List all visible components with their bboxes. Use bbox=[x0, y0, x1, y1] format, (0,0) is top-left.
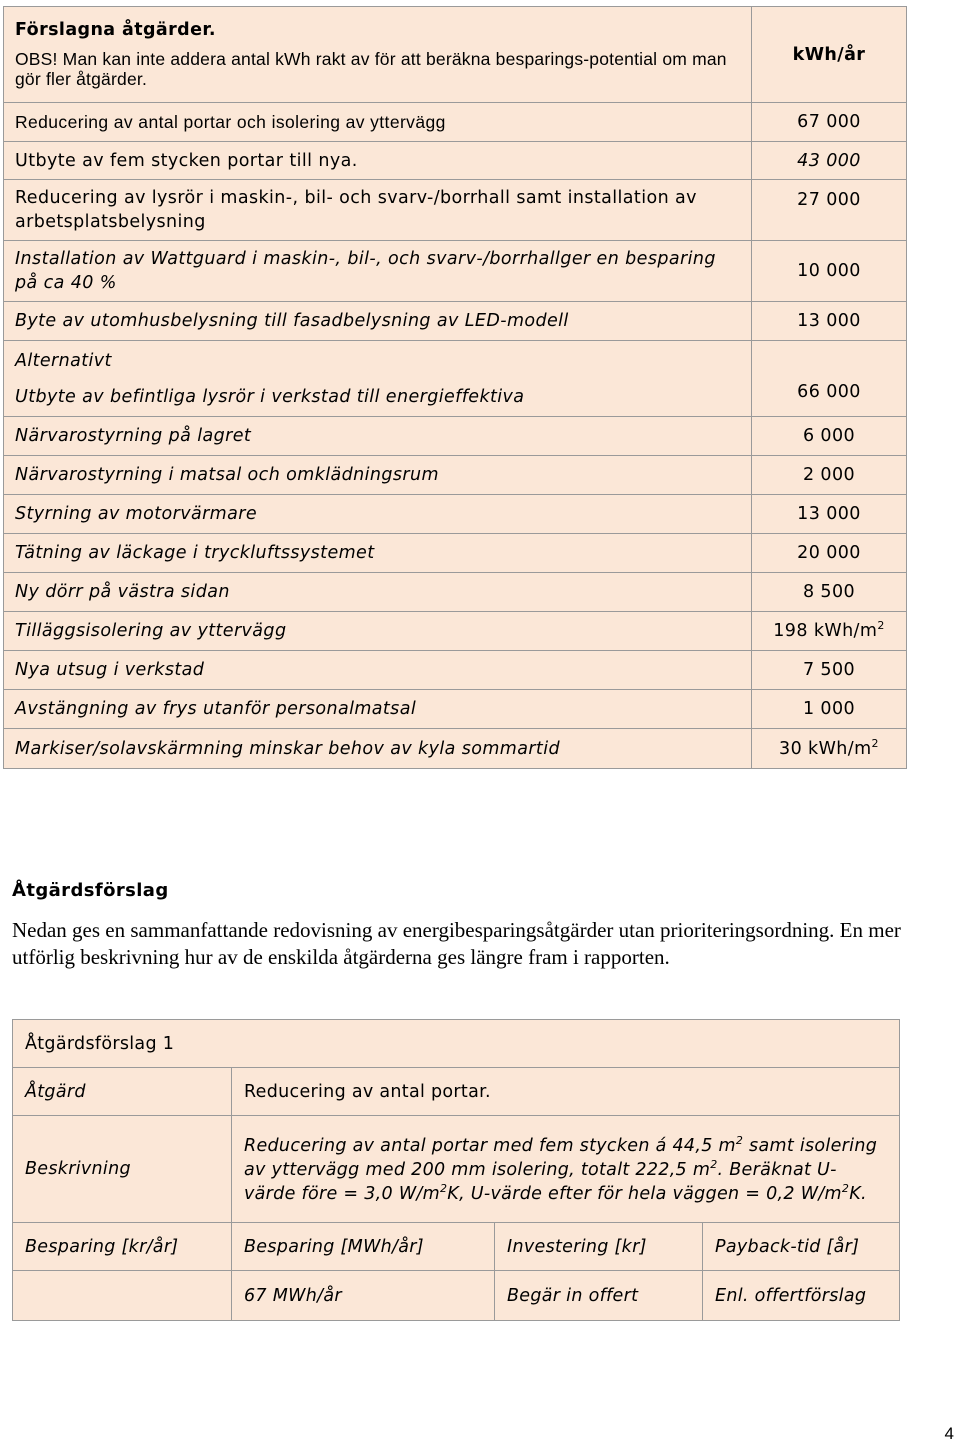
row-value: 8 500 bbox=[802, 582, 856, 602]
row-value: 43 000 bbox=[797, 150, 861, 171]
table-note: OBS! Man kan inte addera antal kWh rakt av för att beräkna besparings-potential om man gör fler åtgärder. bbox=[15, 49, 727, 89]
column-header: Besparing [MWh/år] bbox=[244, 1236, 424, 1257]
row-value: 30 kWh/m bbox=[779, 738, 872, 759]
row-label: Reducering av antal portar och isolering av yttervägg bbox=[15, 111, 446, 132]
row-value: 1 000 bbox=[802, 699, 856, 719]
column-header-row bbox=[13, 1223, 900, 1271]
row-value: 13 000 bbox=[797, 504, 861, 524]
header-cell bbox=[4, 7, 752, 103]
table-row bbox=[4, 651, 907, 690]
table-row bbox=[4, 612, 907, 651]
row-value: 2 000 bbox=[802, 465, 856, 485]
value-cell: Begär in offert bbox=[507, 1285, 639, 1306]
table-row bbox=[4, 142, 907, 180]
row-label: Installation av Wattguard i maskin-, bil-, och svarv-/borrhallger en besparing på ca 40 % bbox=[15, 249, 716, 293]
table-row bbox=[4, 729, 907, 769]
row-value: 198 kWh/m bbox=[773, 621, 878, 641]
table-row bbox=[4, 573, 907, 612]
table-row bbox=[4, 495, 907, 534]
row-label: Utbyte av fem stycken portar till nya. bbox=[15, 150, 358, 171]
value-cell: Enl. offertförslag bbox=[715, 1285, 867, 1306]
action-proposal-table bbox=[12, 1019, 900, 1321]
superscript: 2 bbox=[871, 736, 879, 750]
row-label: Närvarostyrning på lagret bbox=[15, 426, 252, 446]
row-label: Utbyte av befintliga lysrör i verkstad till energieffektiva bbox=[15, 386, 525, 407]
page-number: 4 bbox=[944, 1424, 954, 1443]
measures-table bbox=[3, 6, 907, 769]
column-header: Investering [kr] bbox=[507, 1236, 647, 1257]
table-row bbox=[4, 103, 907, 142]
row-label: Markiser/solavskärmning minskar behov av kyla sommartid bbox=[15, 738, 560, 759]
table-row bbox=[4, 417, 907, 456]
atgard-value: Reducering av antal portar. bbox=[244, 1081, 491, 1102]
row-label: Reducering av lysrör i maskin-, bil- och svarv-/borrhall samt installation av arbetsplatsbelysning bbox=[15, 188, 697, 232]
superscript: 2 bbox=[877, 619, 885, 632]
table-row bbox=[4, 241, 907, 302]
table-row bbox=[4, 690, 907, 729]
row-value: 67 000 bbox=[797, 112, 861, 132]
row-label: Avstängning av frys utanför personalmatsal bbox=[15, 699, 417, 719]
table-row bbox=[4, 302, 907, 341]
action-title: Åtgärdsförslag 1 bbox=[25, 1033, 175, 1054]
row-value: 13 000 bbox=[797, 311, 861, 331]
action-title-row bbox=[13, 1020, 900, 1068]
table-header-row bbox=[4, 7, 907, 103]
beskrivning-label: Beskrivning bbox=[25, 1159, 131, 1179]
table-title: Förslagna åtgärder. bbox=[15, 20, 216, 40]
row-label: Närvarostyrning i matsal och omklädningsrum bbox=[15, 465, 439, 485]
atgard-label: Åtgärd bbox=[25, 1081, 86, 1102]
table-row bbox=[4, 534, 907, 573]
action-row bbox=[13, 1068, 900, 1116]
section-title: Åtgärdsförslag bbox=[12, 880, 169, 901]
table-row bbox=[4, 456, 907, 495]
row-value: 66 000 bbox=[797, 382, 861, 402]
description-cell: Reducering av antal portar med fem stycken á 44,5 $m^2$ samt isolering av yttervägg med 200 mm isolering, totalt 222,5 $m^2$. Beräknat U-värde före = 3,0 $W/m^2K$, U-värde efter för hela väggen = 0,2 $W/m^2K$. bbox=[232, 1116, 900, 1223]
row-value: 7 500 bbox=[802, 660, 856, 680]
row-label: Ny dörr på västra sidan bbox=[15, 582, 230, 602]
row-label: Byte av utomhusbelysning till fasadbelysning av LED-modell bbox=[15, 311, 569, 331]
row-value: 6 000 bbox=[802, 426, 856, 446]
value-cell: 67 MWh/år bbox=[244, 1285, 342, 1306]
unit-header: kWh/år bbox=[792, 44, 866, 65]
row-label: Styrning av motorvärmare bbox=[15, 504, 258, 524]
row-value: 27 000 bbox=[797, 190, 861, 210]
section-paragraph: Nedan ges en sammanfattande redovisning av energibesparingsåtgärder utan prioriteringsordning. En mer utförlig beskrivning hur av de enskilda åtgärderna ges längre fram i rapporten. bbox=[12, 918, 901, 969]
description-row bbox=[13, 1116, 900, 1223]
table-row bbox=[4, 180, 907, 241]
row-label: Tätning av läckage i tryckluftssystemet bbox=[15, 543, 375, 563]
alternative-label: Alternativt bbox=[15, 350, 112, 371]
unit-header-cell bbox=[752, 7, 907, 103]
row-label: Nya utsug i verkstad bbox=[15, 660, 205, 680]
column-header: Besparing [kr/år] bbox=[25, 1236, 179, 1257]
table-row bbox=[4, 341, 907, 417]
row-value: 20 000 bbox=[797, 543, 861, 563]
row-label: Tilläggsisolering av yttervägg bbox=[15, 621, 287, 641]
row-value: 10 000 bbox=[797, 261, 861, 281]
values-row bbox=[13, 1271, 900, 1321]
column-header: Payback-tid [år] bbox=[715, 1236, 860, 1257]
